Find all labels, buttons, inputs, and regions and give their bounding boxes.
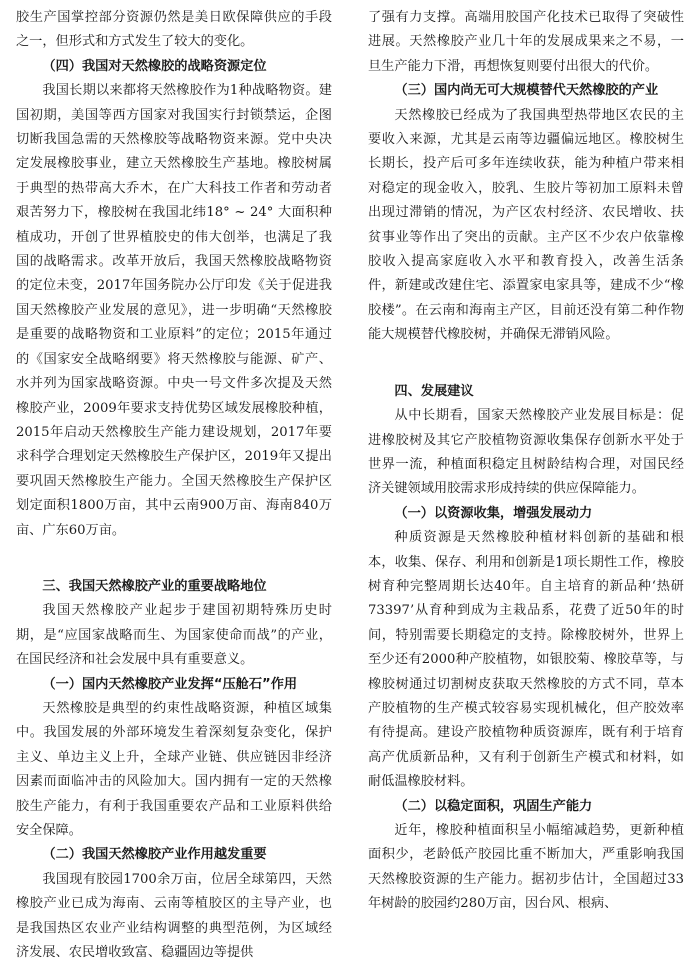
left-column	[16, 6, 332, 965]
paragraph-suggestion-2: 近年，橡胶种植面积呈小幅缩减趋势，更新种植面积少，老龄低产胶园比重不断加大，严重影响我国天然橡胶资源的生产能力。据初步估计，全国超过33年树龄的胶园约280万亩，因台风、根病、	[368, 823, 684, 912]
paragraph-suggestion-1: 种质资源是天然橡胶种植材料创新的基础和根本，收集、保存、利用和创新是1项长期性工作，橡胶树育种完整周期长达40年。自主培育的新品种‘热研73397’从育种到成为主栽品系，花费了近50年的时间，特别需要长期稳定的支持。除橡胶树外，世界上至少还有2000种产胶植物，如银胶菊、橡胶草等，与橡胶树通过切割树皮获取天然橡胶的方式不同，草本产胶植物的生产模式较容易实现机械化，但产胶效率有待提高。建设产胶植物种质资源库，既有利于培育高产优质新品种，又有利于创新生产模式和材料，如耐低温橡胶材料。	[368, 530, 684, 790]
heading-section-4: （四）我国对天然橡胶的战略资源定位	[42, 58, 267, 74]
paragraph-subsection-2: 我国现有胶园1700余万亩，位居全球第四，天然橡胶产业已成为海南、云南等植胶区的主导产业，也是我国热区农业产业结构调整的典型范例，为区域经济发展、农民增收致富、稳疆固边等提供	[16, 871, 332, 961]
heading-subsection-3: （三）国内尚无可大规模替代天然橡胶的产业	[394, 83, 659, 99]
right-column	[368, 6, 684, 917]
heading-suggestion-1: （一）以资源收集，增强发展动力	[394, 505, 593, 521]
spacer	[16, 543, 332, 575]
paragraph-section-4: 我国长期以来都将天然橡胶作为1种战略物资。建国初期，美国等西方国家对我国实行封锁禁运，企图切断我国急需的天然橡胶等战略物资来源。党中央决定发展橡胶事业，建立天然橡胶生产基地。橡胶树属于典型的热带高大乔木，在广大科技工作者和劳动者艰苦努力下，橡胶树在我国北纬18° ~ 24° 大面积种植成功，开创了世界植胶史的伟大创举，也满足了我国的战略需求。改革开放后，我国天然橡胶战略物资的定位未变，2017年国务院办公厅印发《关于促进我国天然橡胶产业发展的意见》，进一步明确“天然橡胶是重要的战略物资和工业原料”的定位；2015年通过的《国家安全战略纲要》将天然橡胶与能源、矿产、水并列为国家战略资源。中央一号文件多次提及天然橡胶产业，2009年要求支持优势区域发展橡胶种植，2015年启动天然橡胶生产能力建设规划，2017年要求科学合理划定天然橡胶生产保护区，2019年又提出要巩固天然橡胶生产能力。全国天然橡胶生产保护区划定面积1800万亩，其中云南900万亩、海南840万亩、广东60万亩。	[16, 83, 332, 538]
paragraph-part-3: 我国天然橡胶产业起步于建国初期特殊历史时期，是“应国家战略而生、为国家使命而战”的产业，在国民经济和社会发展中具有重要意义。	[16, 603, 332, 668]
paragraph-continued: 了强有力支撑。高端用胶国产化技术已取得了突破性进展。天然橡胶产业几十年的发展成果来之不易，一旦生产能力下滑，再想恢复则要付出很大的代价。	[368, 10, 684, 74]
heading-part-4: 四、发展建议	[394, 383, 474, 399]
heading-subsection-2: （二）我国天然橡胶产业作用越发重要	[42, 847, 267, 863]
heading-subsection-1: （一）国内天然橡胶产业发挥“压舱石”作用	[42, 676, 298, 692]
paragraph-intro: 胶生产国掌控部分资源仍然是美日欧保障供应的手段之一，但形式和方式发生了较大的变化。	[16, 10, 332, 50]
paragraph-subsection-1: 天然橡胶是典型的约束性战略资源，种植区域集中。我国发展的外部环境发生着深刻复杂变化，保护主义、单边主义上升，全球产业链、供应链因非经济因素而面临冲击的风险加大。国内拥有一定的天然橡胶生产能力，有利于我国重要农产品和工业原料供给安全保障。	[16, 700, 332, 838]
paragraph-part-4: 从中长期看，国家天然橡胶产业发展目标是：促进橡胶树及其它产胶植物资源收集保存创新水平处于世界一流，种植面积稳定且树龄结构合理，对国民经济关键领域用胶需求形成持续的供应保障能力。	[368, 408, 684, 497]
heading-suggestion-2: （二）以稳定面积，巩固生产能力	[394, 798, 593, 814]
paragraph-subsection-3: 天然橡胶已经成为了我国典型热带地区农民的主要收入来源，尤其是云南等边疆偏远地区。橡胶树生长期长，投产后可多年连续收获，能为种植户带来相对稳定的现金收入，胶乳、生胶片等初加工原料未曾出现过滞销的情况，为产区农村经济、农民增收、扶贫事业等作出了突出的贡献。主产区不少农户依靠橡胶收入提高家庭收入水平和教育投入，改善生活条件，新建或改建住宅、添置家电家具等，建成不少“橡胶楼”。在云南和海南主产区，目前还没有第二种作物能大规模替代橡胶树，并确保无滞销风险。	[368, 107, 684, 343]
heading-part-3: 三、我国天然橡胶产业的重要战略地位	[42, 578, 267, 594]
spacer	[368, 348, 684, 380]
